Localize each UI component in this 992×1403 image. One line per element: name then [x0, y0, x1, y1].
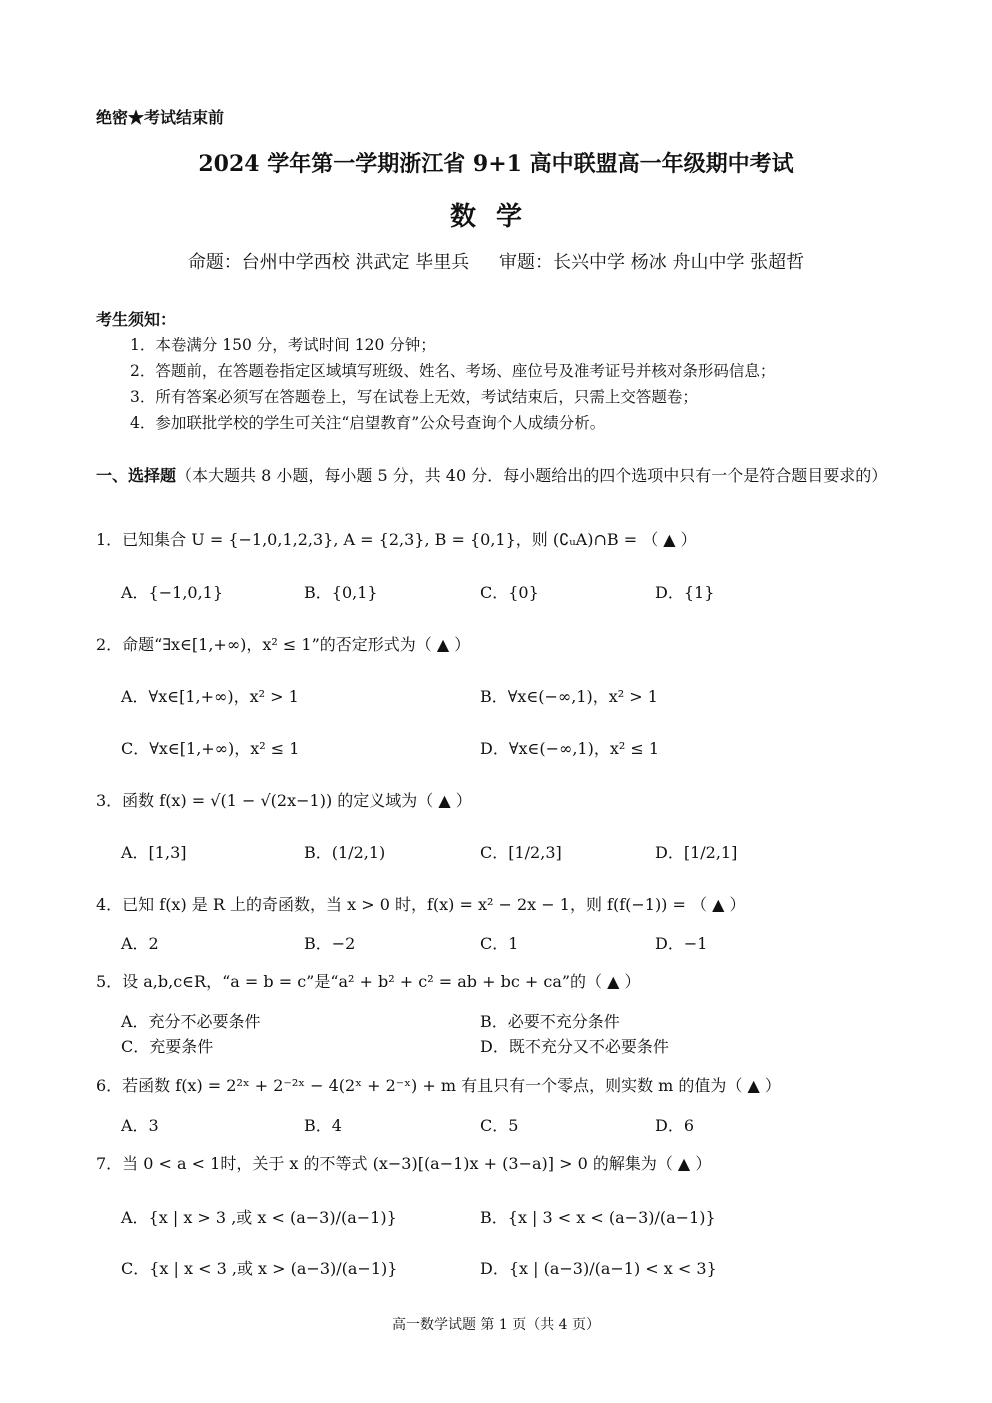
section-header [96, 462, 896, 489]
author-line [0, 248, 992, 274]
question-4-option-c: C．1 [480, 934, 519, 953]
notice-item-4: 4．参加联批学校的学生可关注“启望教育”公众号查询个人成绩分析。 [130, 414, 606, 432]
question-6-option-b: B．4 [304, 1116, 342, 1135]
question-7-option-d: D．{x | (a−3)/(a−1) < x < 3} [480, 1259, 717, 1278]
question-3-option-d: D．[1/2,1] [655, 843, 738, 862]
question-7-stem: 7．当 0 < a < 1时，关于 x 的不等式 (x−3)[(a−1)x + (3−a)] > 0 的解集为（ ▲ ） [96, 1154, 712, 1173]
question-5-option-a: A．充分不必要条件 [121, 1012, 261, 1031]
reviewers: 审题：长兴中学 杨冰 舟山中学 张超哲 [499, 252, 805, 273]
question-6-option-c: C．5 [480, 1116, 519, 1135]
question-5-option-b: B．必要不充分条件 [480, 1012, 620, 1031]
notice-item-2: 2．答题前，在答题卷指定区域填写班级、姓名、考场、座位号及准考证号并核对条形码信息； [130, 362, 776, 380]
setters: 命题：台州中学西校 洪武定 毕里兵 [187, 252, 470, 273]
question-4-option-b: B．−2 [304, 934, 356, 953]
confidential-label: 绝密★考试结束前 [96, 108, 225, 127]
question-7-option-c: C．{x | x < 3 ,或 x > (a−3)/(a−1)} [121, 1259, 398, 1278]
notice-item-1: 1．本卷满分 150 分，考试时间 120 分钟； [130, 336, 436, 354]
question-1-option-d: D．{1} [655, 583, 715, 602]
question-3-option-c: C．[1/2,3] [480, 843, 562, 862]
question-5-stem: 5．设 a,b,c∈R，“a = b = c”是“a² + b² + c² = ab + bc + ca”的（ ▲ ） [96, 972, 641, 991]
exam-title: 2024 学年第一学期浙江省 9+1 高中联盟高一年级期中考试 [198, 151, 794, 177]
question-2-option-d: D．∀x∈(−∞,1)，x² ≤ 1 [480, 739, 660, 758]
question-2-option-b: B．∀x∈(−∞,1)，x² > 1 [480, 687, 658, 706]
question-7-option-b: B．{x | 3 < x < (a−3)/(a−1)} [480, 1208, 716, 1227]
question-3-stem: 3．函数 f(x) = √(1 − √(2x−1)) 的定义域为（ ▲ ） [96, 791, 472, 810]
question-6-option-d: D．6 [655, 1116, 695, 1135]
question-1-option-b: B．{0,1} [304, 583, 378, 602]
question-1-option-a: A．{−1,0,1} [121, 583, 224, 602]
question-2-option-c: C．∀x∈[1,+∞)，x² ≤ 1 [121, 739, 300, 758]
page-footer: 高一数学试题 第 1 页（共 4 页） [391, 1317, 601, 1333]
section-label: 一、选择题 [96, 466, 177, 485]
question-4-option-d: D．−1 [655, 934, 708, 953]
question-4-stem: 4．已知 f(x) 是 R 上的奇函数，当 x > 0 时，f(x) = x² − 2x − 1，则 f(f(−1)) = （ ▲ ） [96, 895, 746, 914]
question-6-stem: 6．若函数 f(x) = 2²ˣ + 2⁻²ˣ − 4(2ˣ + 2⁻ˣ) + m 有且只有一个零点，则实数 m 的值为（ ▲ ） [96, 1076, 781, 1095]
question-5-option-d: D．既不充分又不必要条件 [480, 1037, 669, 1056]
question-2-option-a: A．∀x∈[1,+∞)，x² > 1 [121, 687, 299, 706]
notice-title: 考生须知： [96, 310, 177, 329]
question-1-stem: 1．已知集合 U = {−1,0,1,2,3}, A = {2,3}, B = {0,1}，则 (∁ᵤA)∩B = （ ▲ ） [96, 530, 697, 549]
subject-title: 数学 [449, 202, 542, 232]
question-6-option-a: A．3 [121, 1116, 159, 1135]
notice-item-3: 3．所有答案必须写在答题卷上，写在试卷上无效，考试结束后，只需上交答题卷； [130, 388, 698, 406]
question-3-option-a: A．[1,3] [121, 843, 187, 862]
question-3-option-b: B．(1/2,1) [304, 843, 386, 862]
question-4-option-a: A．2 [121, 934, 159, 953]
question-5-option-c: C．充要条件 [121, 1037, 214, 1056]
question-1-option-c: C．{0} [480, 583, 539, 602]
question-7-option-a: A．{x | x > 3 ,或 x < (a−3)/(a−1)} [121, 1208, 397, 1227]
question-2-stem: 2．命题“∃x∈[1,+∞)，x² ≤ 1”的否定形式为（ ▲ ） [96, 635, 471, 654]
section-desc: （本大题共 8 小题，每小题 5 分，共 40 分．每小题给出的四个选项中只有一个是符合题目要求的） [176, 466, 888, 485]
